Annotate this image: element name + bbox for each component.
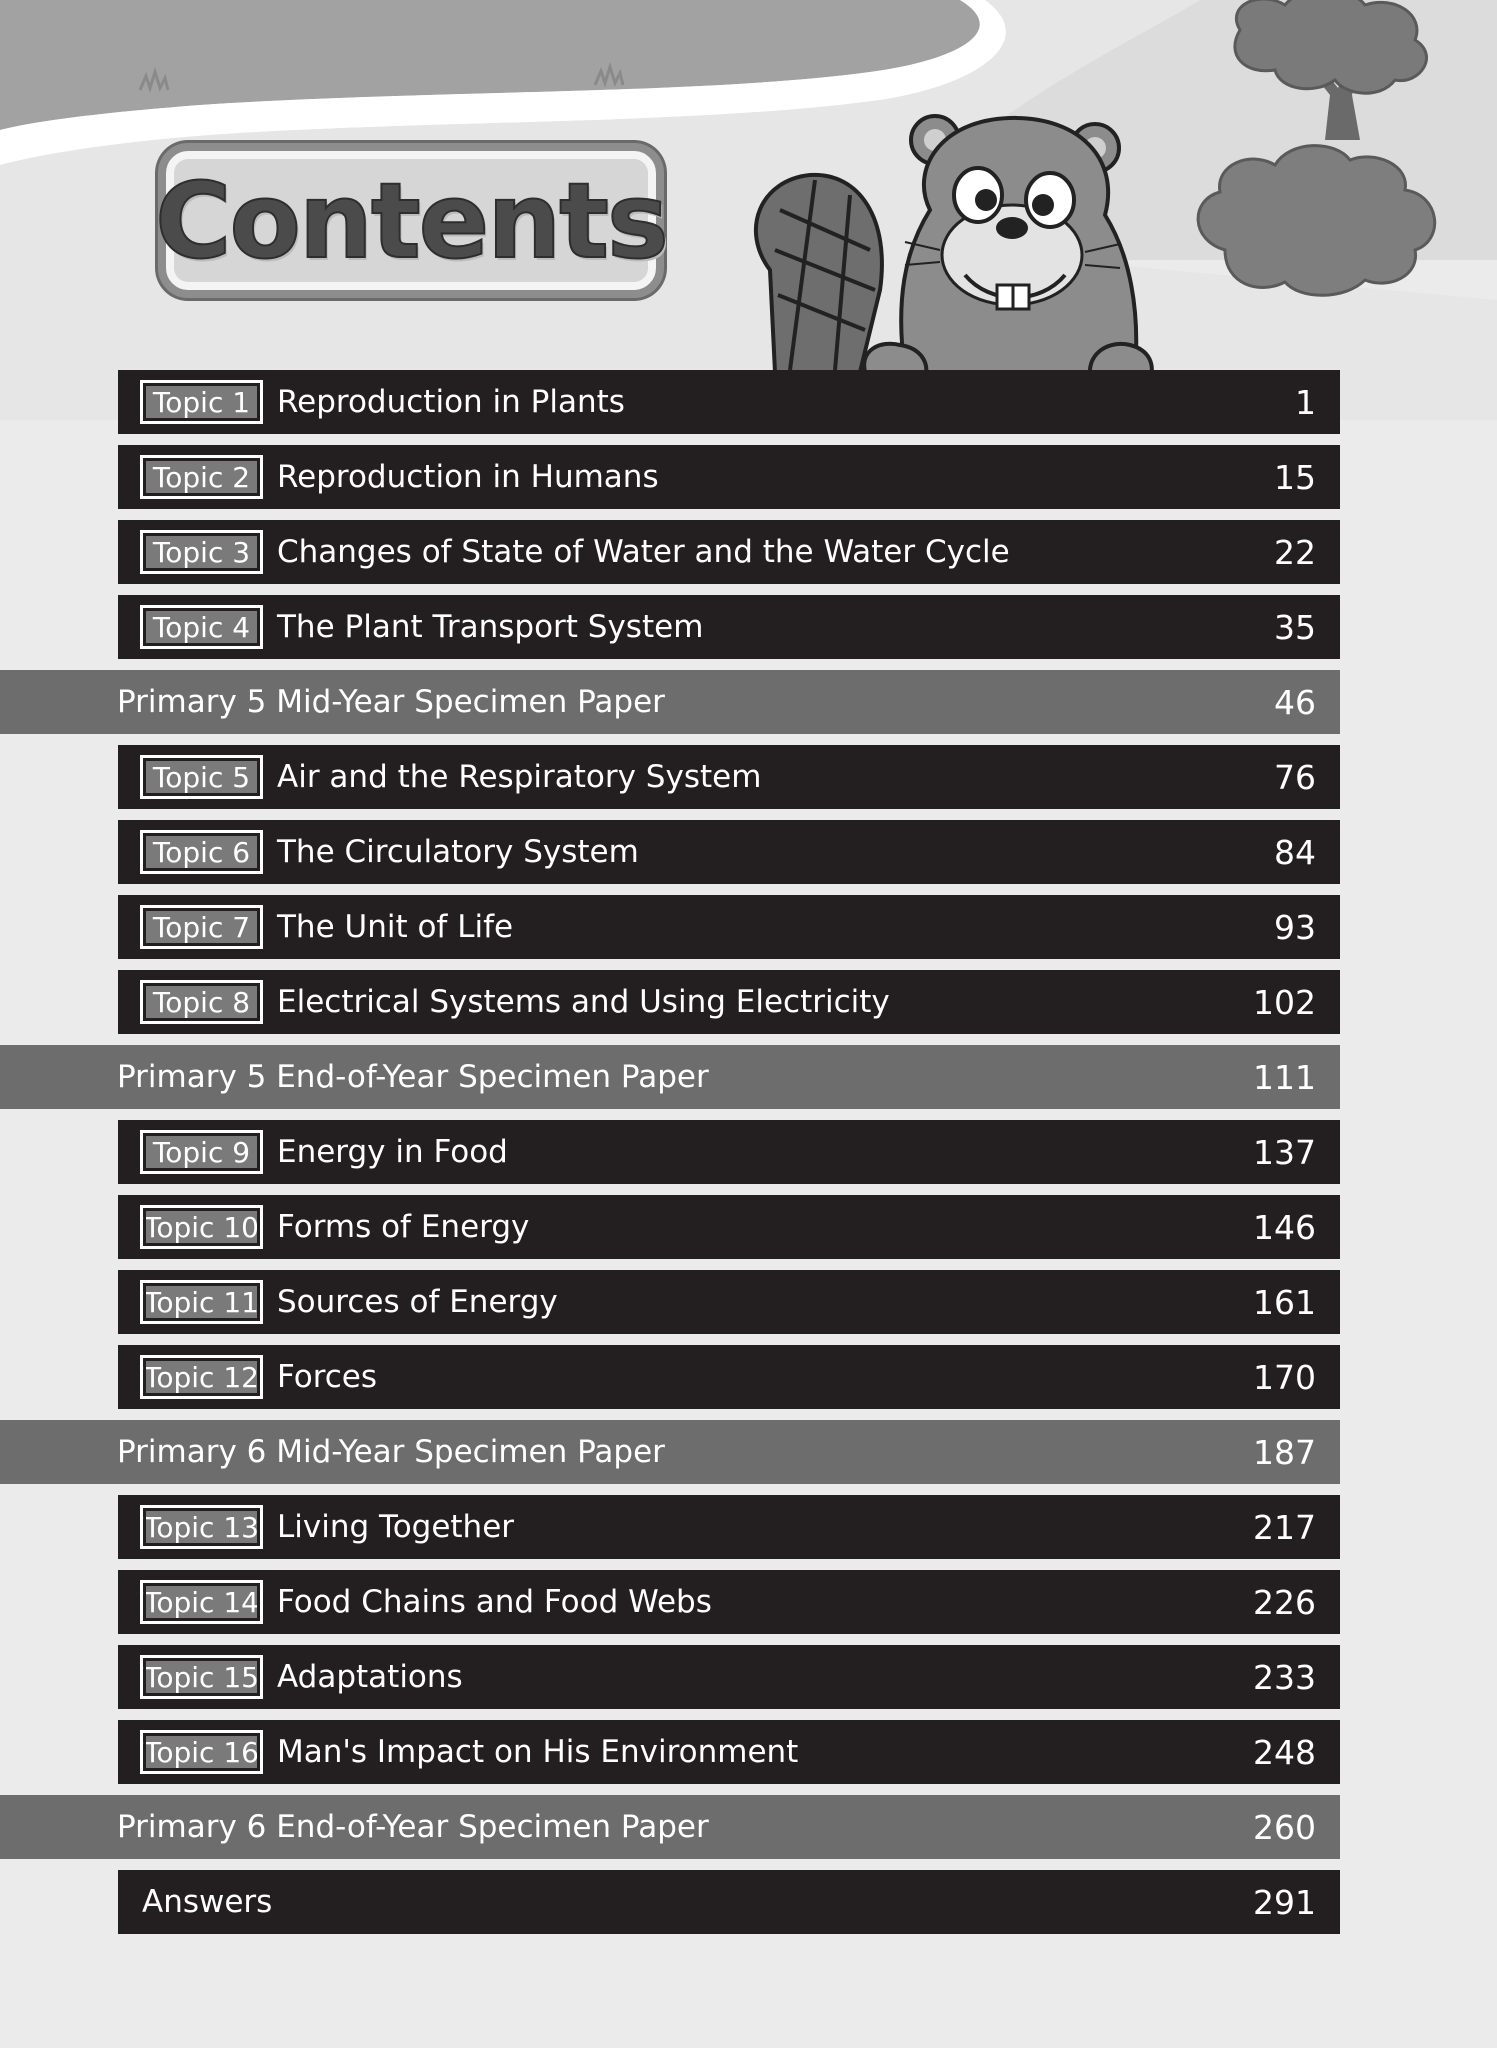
entry-title: Sources of Energy <box>277 1284 558 1320</box>
topic-row[interactable] <box>118 595 1340 659</box>
topic-badge: Topic 1 <box>140 380 263 424</box>
page-number: 137 <box>1253 1132 1316 1172</box>
topic-row[interactable] <box>118 1120 1340 1184</box>
entry-title: Primary 6 Mid-Year Specimen Paper <box>117 1434 665 1470</box>
topic-badge: Topic 5 <box>140 755 263 799</box>
entry-title: Adaptations <box>277 1659 463 1695</box>
topic-row[interactable] <box>118 1495 1340 1559</box>
page-number: 291 <box>1253 1882 1316 1922</box>
page-number: 1 <box>1295 382 1316 422</box>
answers-row[interactable] <box>118 1870 1340 1934</box>
entry-title: Reproduction in Humans <box>277 459 659 495</box>
entry-title: Food Chains and Food Webs <box>277 1584 712 1620</box>
topic-row[interactable] <box>118 1570 1340 1634</box>
specimen-paper-row[interactable] <box>0 1795 1340 1859</box>
page-number: 226 <box>1253 1582 1316 1622</box>
specimen-paper-row[interactable] <box>0 670 1340 734</box>
page-number: 187 <box>1253 1432 1316 1472</box>
entry-title: The Unit of Life <box>277 909 514 945</box>
entry-title: Reproduction in Plants <box>277 384 625 420</box>
topic-badge: Topic 11 <box>140 1280 263 1324</box>
entry-title: Air and the Respiratory System <box>277 759 762 795</box>
topic-badge: Topic 14 <box>140 1580 263 1624</box>
topic-badge: Topic 9 <box>140 1130 263 1174</box>
topic-row[interactable] <box>118 745 1340 809</box>
topic-badge: Topic 10 <box>140 1205 263 1249</box>
page-number: 248 <box>1253 1732 1316 1772</box>
entry-title: Energy in Food <box>277 1134 508 1170</box>
page-number: 35 <box>1274 607 1316 647</box>
page-number: 170 <box>1253 1357 1316 1397</box>
page-number: 161 <box>1253 1282 1316 1322</box>
entry-title: Primary 5 Mid-Year Specimen Paper <box>117 684 665 720</box>
topic-badge: Topic 2 <box>140 455 263 499</box>
topic-badge: Topic 7 <box>140 905 263 949</box>
specimen-paper-row[interactable] <box>0 1045 1340 1109</box>
entry-title: Answers <box>142 1884 273 1920</box>
page-number: 111 <box>1253 1057 1316 1097</box>
page-number: 22 <box>1274 532 1316 572</box>
entry-title: Man's Impact on His Environment <box>277 1734 799 1770</box>
topic-badge: Topic 16 <box>140 1730 263 1774</box>
topic-row[interactable] <box>118 1720 1340 1784</box>
topic-row[interactable] <box>118 1195 1340 1259</box>
specimen-paper-row[interactable] <box>0 1420 1340 1484</box>
topic-row[interactable] <box>118 1345 1340 1409</box>
topic-row[interactable] <box>118 970 1340 1034</box>
entry-title: Changes of State of Water and the Water Cycle <box>277 534 1010 570</box>
entry-title: Primary 5 End-of-Year Specimen Paper <box>117 1059 709 1095</box>
topic-badge: Topic 3 <box>140 530 263 574</box>
topic-badge: Topic 6 <box>140 830 263 874</box>
page-number: 84 <box>1274 832 1316 872</box>
page-number: 260 <box>1253 1807 1316 1847</box>
page-number: 102 <box>1253 982 1316 1022</box>
entry-title: Forms of Energy <box>277 1209 530 1245</box>
page-number: 217 <box>1253 1507 1316 1547</box>
page-number: 146 <box>1253 1207 1316 1247</box>
page-number: 46 <box>1274 682 1316 722</box>
page-number: 76 <box>1274 757 1316 797</box>
topic-row[interactable] <box>118 520 1340 584</box>
entry-title: The Plant Transport System <box>277 609 704 645</box>
topic-row[interactable] <box>118 1645 1340 1709</box>
topic-row[interactable] <box>118 445 1340 509</box>
topic-row[interactable] <box>118 820 1340 884</box>
page-number: 93 <box>1274 907 1316 947</box>
topic-badge: Topic 13 <box>140 1505 263 1549</box>
page-number: 15 <box>1274 457 1316 497</box>
topic-badge: Topic 15 <box>140 1655 263 1699</box>
page-title: Contents <box>155 159 667 282</box>
topic-row[interactable] <box>118 895 1340 959</box>
topic-row[interactable] <box>118 370 1340 434</box>
entry-title: Electrical Systems and Using Electricity <box>277 984 890 1020</box>
topic-badge: Topic 12 <box>140 1355 263 1399</box>
entry-title: The Circulatory System <box>277 834 639 870</box>
entry-title: Living Together <box>277 1509 515 1545</box>
page-number: 233 <box>1253 1657 1316 1697</box>
entry-title: Primary 6 End-of-Year Specimen Paper <box>117 1809 709 1845</box>
entry-title: Forces <box>277 1359 378 1395</box>
topic-badge: Topic 8 <box>140 980 263 1024</box>
topic-row[interactable] <box>118 1270 1340 1334</box>
topic-badge: Topic 4 <box>140 605 263 649</box>
